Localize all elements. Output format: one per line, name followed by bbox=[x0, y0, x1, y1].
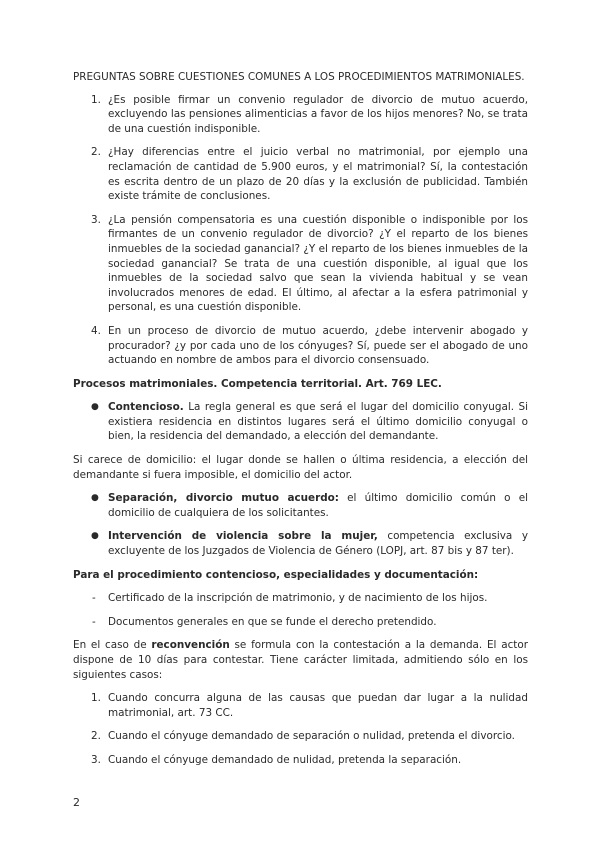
list-item bbox=[73, 615, 528, 630]
list-number: 2. bbox=[91, 146, 101, 159]
competencia-list-2 bbox=[73, 491, 528, 558]
dash-marker: - bbox=[92, 615, 96, 628]
question-item bbox=[73, 145, 528, 203]
bullet-term: Contencioso. bbox=[108, 401, 184, 414]
competencia-list bbox=[73, 400, 528, 444]
bullet-term: Separación, divorcio mutuo acuerdo: bbox=[108, 492, 339, 505]
case-item bbox=[73, 753, 528, 768]
bullet-text: competencia exclusiva y excluyente de los Juzgados de Violencia de Género (LOPJ, art. 87 bis y 87 ter). bbox=[108, 530, 529, 558]
bullet-icon: ● bbox=[91, 402, 99, 413]
question-text: En un proceso de divorcio de mutuo acuerdo, ¿debe intervenir abogado y procurador? ¿y por cada uno de los cónyuges? Sí, puede ser el abogado de uno actuando en nombre de ambos para el divorcio consensuado. bbox=[108, 324, 528, 367]
reconvencion-term: reconvención bbox=[151, 639, 230, 652]
list-item bbox=[73, 400, 528, 444]
document-text: Certificado de la inscripción de matrimonio, y de nacimiento de los hijos. bbox=[108, 592, 488, 605]
list-item bbox=[73, 529, 528, 558]
bullet-text: La regla general es que será el lugar del domicilio conyugal. Si existiera residencia en distintos lugares será el último domicilio conyugal o bien, la residencia del demandado, a elección del demandante. bbox=[108, 401, 528, 443]
question-item bbox=[73, 324, 528, 368]
section-title: PREGUNTAS SOBRE CUESTIONES COMUNES A LOS PROCEDIMIENTOS MATRIMONIALES. bbox=[73, 71, 525, 83]
list-item bbox=[73, 491, 528, 520]
list-number: 1. bbox=[91, 692, 101, 705]
case-text: Cuando el cónyuge demandado de separación o nulidad, pretenda el divorcio. bbox=[108, 730, 515, 743]
case-text: Cuando concurra alguna de las causas que puedan dar lugar a la nulidad matrimonial, art. 73 CC. bbox=[108, 692, 528, 719]
case-item bbox=[73, 729, 528, 744]
bullet-term: Intervención de violencia sobre la mujer, bbox=[108, 530, 378, 543]
list-number: 3. bbox=[91, 213, 101, 226]
documents-list bbox=[73, 591, 528, 629]
list-number: 2. bbox=[91, 730, 101, 743]
bullet-text: el último domicilio común o el domicilio de cualquiera de los solicitantes. bbox=[108, 492, 529, 519]
page-content bbox=[73, 70, 528, 777]
question-text: ¿Es posible firmar un convenio regulador de divorcio de mutuo acuerdo, excluyendo las pensiones alimenticias a favor de los hijos menores? No, se trata de una cuestión indisponible. bbox=[108, 93, 528, 135]
bullet-icon: ● bbox=[91, 531, 99, 542]
case-text: Cuando el cónyuge demandado de nulidad, pretenda la separación. bbox=[108, 753, 462, 766]
reconvencion-post: se formula con la contestación a la demanda. El actor dispone de 10 días para contestar. Tiene carácter limitada, admitiendo sólo en los siguientes casos: bbox=[73, 639, 529, 681]
questions-list bbox=[73, 93, 528, 368]
contencioso-heading: Para el procedimiento contencioso, especialidades y documentación: bbox=[73, 568, 479, 581]
dash-marker: - bbox=[92, 592, 96, 605]
list-number: 4. bbox=[91, 324, 101, 337]
reconvencion-pre: En el caso de bbox=[73, 639, 152, 652]
competencia-heading: Procesos matrimoniales. Competencia territorial. Art. 769 LEC. bbox=[73, 377, 442, 390]
paragraph-sin-domicilio: Si carece de domicilio: el lugar donde se hallen o última residencia, a elección del demandante si fuera imposible, el domicilio del actor. bbox=[73, 454, 528, 481]
question-item bbox=[73, 213, 528, 315]
document-text: Documentos generales en que se funde el derecho pretendido. bbox=[108, 615, 437, 628]
list-item bbox=[73, 591, 528, 606]
page-number: 2 bbox=[73, 796, 80, 809]
paragraph-reconvencion bbox=[73, 638, 528, 682]
question-item bbox=[73, 93, 528, 137]
list-number: 1. bbox=[91, 93, 101, 106]
list-number: 3. bbox=[91, 753, 101, 766]
cases-list bbox=[73, 691, 528, 767]
question-text: ¿Hay diferencias entre el juicio verbal no matrimonial, por ejemplo una reclamación de cantidad de 5.900 euros, y el matrimonial? Sí, la contestación es escrita dentro de un plazo de 20 días y la exclusión de publicidad. También existe trámite de conclusiones. bbox=[108, 146, 528, 203]
bullet-icon: ● bbox=[91, 493, 99, 504]
case-item bbox=[73, 691, 528, 720]
question-text: ¿La pensión compensatoria es una cuestión disponible o indisponible por los firmantes de un convenio regulador de divorcio? ¿Y el reparto de los bienes inmuebles de la sociedad ganancial? ¿Y el reparto de los bienes inmuebles de la sociedad ganancial? Se trata de una cuestión disponible, al igual que los inmuebles de la sociedad salvo que sean la vivienda habitual y se vean involucrados menores de edad. El último, al afectar a la esfera patrimonial y personal, es una cuestión disponible. bbox=[108, 213, 528, 314]
